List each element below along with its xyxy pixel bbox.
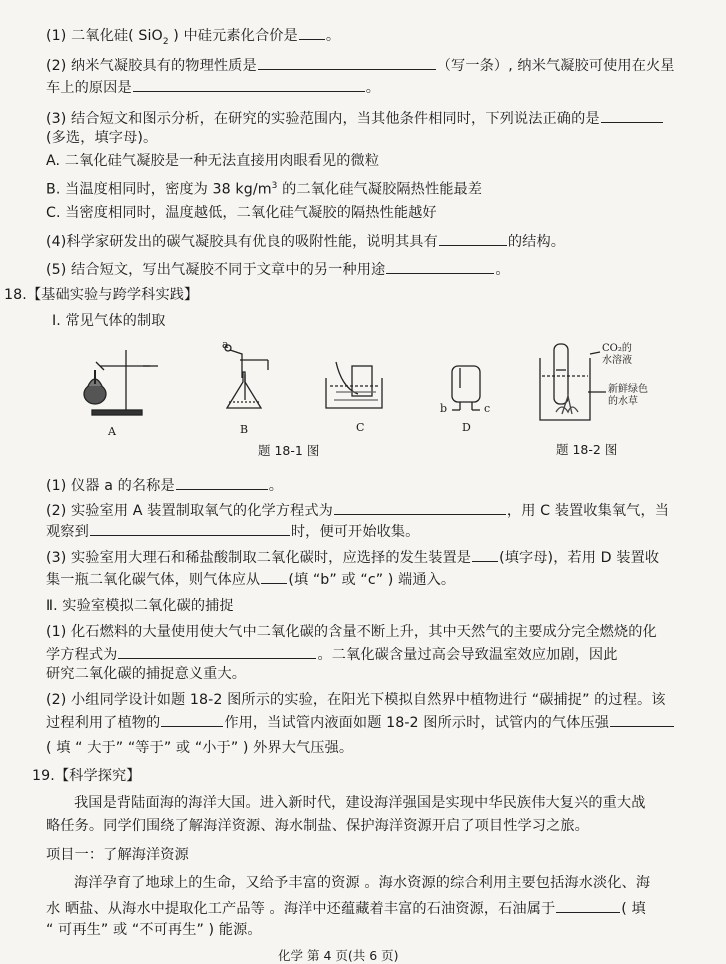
- figure-18-1-caption: 题 18-1 图: [258, 443, 320, 458]
- answer-blank[interactable]: [334, 499, 506, 515]
- q19-body-line3: “ 可再生” 或 “不可再生” ) 能源。: [46, 922, 262, 938]
- port-c-label: c: [484, 402, 491, 415]
- apparatus-a-icon: [84, 350, 158, 415]
- q17-part2: (2) 纳米气凝胶具有的物理性质是 （写一条）, 纳米气凝胶可使用在火星: [46, 54, 675, 76]
- q18-s2-part1-cont: 学方程式为 。二氧化碳含量过高会导致温室效应加剧，因此: [46, 643, 618, 665]
- apparatus-a-label: A: [108, 425, 116, 438]
- apparatus-d-label: D: [462, 421, 471, 434]
- apparatus-c-icon: [326, 362, 382, 408]
- q18-s2-part1: (1) 化石燃料的大量使用使大气中二氧化碳的含量不断上升，其中天然气的主要成分完全燃烧的化: [46, 624, 657, 640]
- apparatus-c-label: C: [356, 421, 365, 434]
- q19-intro-line1: 我国是背陆面海的海洋大国。进入新时代，建设海洋强国是实现中华民族伟大复兴的重大战: [74, 795, 646, 811]
- q17-part3-cont: (多选，填字母)。: [46, 130, 158, 146]
- q18-part2: (2) 实验室用 A 装置制取氧气的化学方程式为 ，用 C 装置收集氧气，当: [46, 499, 669, 521]
- answer-blank[interactable]: [90, 520, 290, 536]
- q18-title: 18.【基础实验与跨学科实践】: [4, 287, 199, 303]
- answer-blank[interactable]: [261, 568, 287, 584]
- q19-body-line2: 水 晒盐、从海水中提取化工产品等 。海洋中还蕴藏着丰富的石油资源，石油属于 ( 填: [46, 897, 646, 919]
- figure-18-2-beaker-icon: [540, 344, 606, 420]
- q18-s2-part1-cont2: 研究二氧化碳的捕捉意义重大。: [46, 666, 247, 682]
- q18-s2-part2: (2) 小组同学设计如题 18-2 图所示的实验，在阳光下模拟自然界中植物进行 “碳捕捉” 的过程。该: [46, 692, 666, 708]
- co2-solution-label: CO₂的 水溶液: [602, 343, 632, 366]
- apparatus-b-icon: [225, 345, 268, 408]
- q17-part3: (3) 结合短文和图示分析，在研究的实验范围内，当其他条件相同时，下列说法正确的是: [46, 107, 664, 129]
- apparatus-d-icon: [452, 366, 480, 410]
- q18-s2-part2-cont2: ( 填 “ 大于” “等于” 或 “小于” ) 外界大气压强。: [46, 740, 354, 756]
- q18-part2-cont: 观察到 时，便可开始收集。: [46, 520, 419, 542]
- q18-section2-title: Ⅱ. 实验室模拟二氧化碳的捕捉: [46, 598, 234, 614]
- q18-part3: (3) 实验室用大理石和稀盐酸制取二氧化碳时，应选择的发生装置是 (填字母)，若用 D 装置收: [46, 546, 659, 568]
- q17-part5: (5) 结合短文，写出气凝胶不同于文章中的另一种用途 。: [46, 258, 510, 280]
- answer-blank[interactable]: [133, 76, 365, 92]
- answer-blank[interactable]: [439, 230, 507, 246]
- q19-title: 19.【科学探究】: [32, 768, 141, 784]
- answer-blank[interactable]: [472, 546, 498, 562]
- water-plant-label: 新鲜绿色 的水草: [608, 384, 648, 407]
- q18-s2-part2-cont: 过程利用了植物的 作用，当试管内液面如题 18-2 图所示时，试管内的气体压强: [46, 711, 675, 733]
- answer-blank[interactable]: [556, 897, 620, 913]
- answer-blank[interactable]: [610, 711, 674, 727]
- q18-section1-title: Ⅰ. 常见气体的制取: [52, 313, 166, 329]
- q17-part4: (4)科学家研发出的碳气凝胶具有优良的吸附性能，说明其具有 的结构。: [46, 230, 565, 252]
- page-footer: 化学 第 4 页(共 6 页): [278, 948, 399, 963]
- apparatus-b-label: B: [240, 423, 249, 436]
- answer-blank[interactable]: [176, 474, 268, 490]
- q18-part1: (1) 仪器 a 的名称是 。: [46, 474, 283, 496]
- figure-18-2-caption: 题 18-2 图: [556, 442, 618, 457]
- q19-project1-title: 项目一：了解海洋资源: [46, 847, 189, 863]
- answer-blank[interactable]: [299, 24, 325, 40]
- q17-option-c: C. 当密度相同时，温度越低，二氧化硅气凝胶的隔热性能越好: [46, 205, 437, 221]
- answer-blank[interactable]: [601, 107, 663, 123]
- q17-option-b: B. 当温度相同时，密度为 38 $kg/m^3$ 的二氧化硅气凝胶隔热性能最差: [46, 181, 483, 198]
- instrument-a-label: a: [222, 338, 229, 351]
- answer-blank[interactable]: [258, 54, 436, 70]
- q17-part2-cont: 车上的原因是 。: [46, 76, 380, 98]
- port-b-label: b: [440, 402, 448, 415]
- answer-blank[interactable]: [118, 643, 316, 659]
- answer-blank[interactable]: [161, 711, 223, 727]
- q19-body-line1: 海洋孕育了地球上的生命，又给予丰富的资源 。海水资源的综合利用主要包括海水淡化、海: [74, 875, 651, 891]
- q19-intro-line2: 略任务。同学们围绕了解海洋资源、海水制盐、保护海洋资源开启了项目性学习之旅。: [46, 818, 589, 834]
- q18-part3-cont: 集一瓶二氧化碳气体，则气体应从 (填 “b” 或 “c” ) 端通入。: [46, 568, 455, 590]
- answer-blank[interactable]: [386, 258, 494, 274]
- q17-option-a: A. 二氧化硅气凝胶是一种无法直接用肉眼看见的微粒: [46, 153, 380, 169]
- q17-part1: (1) 二氧化硅( SiO$_2$ ) 中硅元素化合价是 。: [46, 24, 340, 52]
